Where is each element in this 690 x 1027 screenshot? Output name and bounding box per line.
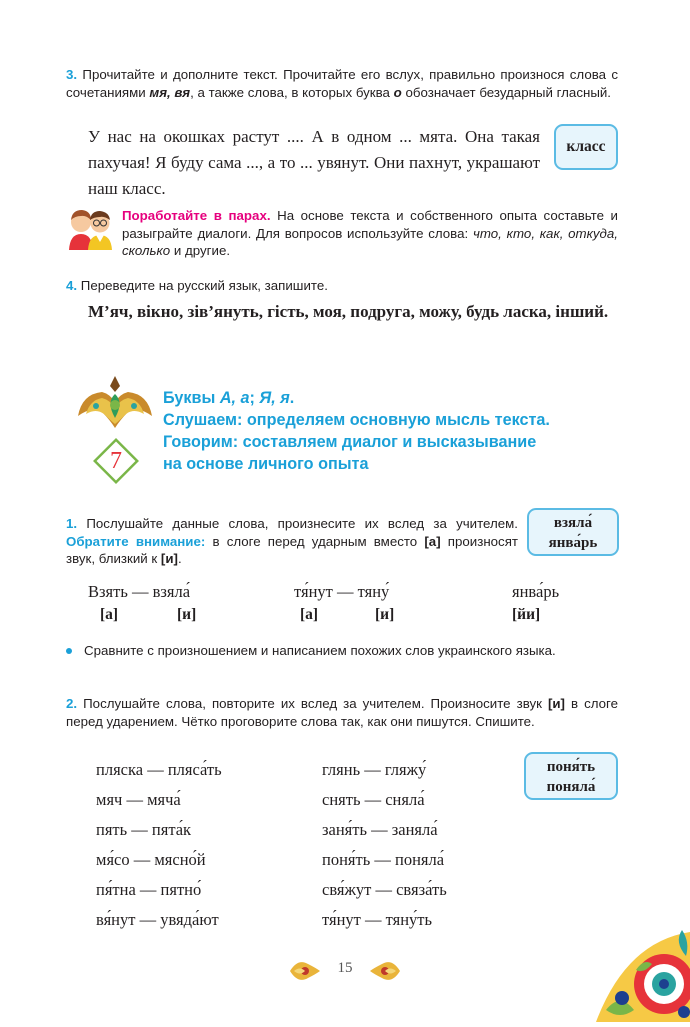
example-3-words: янва́рь [512, 582, 560, 601]
corner-floral-ornament-icon [586, 912, 690, 1022]
task2-left-column [96, 755, 222, 935]
word-pair: тя́нут — тяну́ть [322, 910, 433, 929]
task1-word-box: взяла́ янва́рь [527, 508, 619, 556]
task3-text: У нас на окошках растут .... А в одном ... мята. Она такая пахучая! Я буду сама ..., а то ... увянут. Они пахнут, украшают наш класс. [88, 127, 540, 198]
word-pair: свя́жут — связа́ть [322, 880, 447, 899]
task4-instruction: 4. Переведите на русский язык, запишите. [66, 278, 328, 293]
example-1-transcription-2: [и] [177, 606, 197, 623]
example-2-transcription-2: [и] [375, 606, 395, 623]
task3-number: 3. [66, 67, 78, 82]
lesson-title [163, 387, 633, 475]
task3-word-box: класс [554, 124, 618, 170]
ornament-emblem-icon [72, 372, 158, 434]
example-1-transcription-1: [а] [100, 606, 119, 623]
word-pair: вя́нут — увяда́ют [96, 910, 219, 929]
lesson-number-diamond [93, 438, 139, 484]
ornament-left-icon [288, 956, 322, 986]
word-pair: заня́ть — заняла́ [322, 820, 438, 839]
pair-work-kids-icon [66, 206, 114, 252]
task3-instruction: 3. Прочитайте и дополните текст. Прочитайте его вслух, правильно произнося слова с сочетаниями мя, вя, а также слова, в которых буква о обозначает безударный гласный. [66, 67, 618, 100]
ornament-right-icon [368, 956, 402, 986]
lesson-title-line2: Слушаем: определяем основную мысль текста. [163, 411, 550, 429]
example-3-transcription-1: [йи] [512, 606, 541, 623]
task2-instruction: 2. Послушайте слова, повторите их вслед за учителем. Произносите звук [и] в слоге перед ударением. Чётко проговорите слова так, как они пишутся. Спишите. [66, 696, 618, 729]
word-pair: пя́тна — пятно́ [96, 880, 202, 899]
word-pair: мя́со — мясно́й [96, 850, 206, 869]
lesson-number: 7 [110, 448, 122, 474]
lesson-title-line3: Говорим: составляем диалог и высказывание [163, 433, 537, 451]
task4-text: М’яч, вікно, зів’януть, гість, моя, подруга, можу, будь ласка, інший. [88, 302, 609, 321]
word-pair: пляска — пляса́ть [96, 760, 222, 779]
lesson-title-line4: на основе личного опыта [163, 455, 369, 473]
word-pair: пять — пята́к [96, 820, 192, 839]
pairs-heading: Поработайте в парах. [122, 208, 271, 223]
task2-word-box: поня́ть поняла́ [524, 752, 618, 800]
bullet-icon [66, 648, 72, 654]
page-number: 15 [337, 960, 353, 976]
example-1-words: Взять — взяла́ [88, 582, 191, 601]
word-pair: снять — сняла́ [322, 790, 425, 809]
word-pair: мяч — мяча́ [96, 790, 181, 809]
task1-instruction: 1. Послушайте данные слова, произнесите их вслед за учителем. Обратите внимание: в слоге перед ударным вместо [а] произносят звук, близкий к [и]. [66, 516, 518, 566]
word-pair: глянь — гляжу́ [322, 760, 427, 779]
example-2-words: тя́нут — тяну́ [294, 582, 390, 601]
pairs-text: Поработайте в парах. На основе текста и собственного опыта составьте и разыграйте диалоги. Для вопросов используйте слова: что, кто, как, откуда, сколько и другие. [122, 208, 618, 258]
word-pair: поня́ть — поняла́ [322, 850, 445, 869]
task2-right-column [322, 755, 447, 935]
example-2-transcription-1: [а] [300, 606, 319, 623]
task1-compare: Сравните с произношением и написанием похожих слов украинского языка. [66, 642, 618, 660]
lesson-title-line1: Буквы А, а; Я, я. [163, 389, 295, 407]
